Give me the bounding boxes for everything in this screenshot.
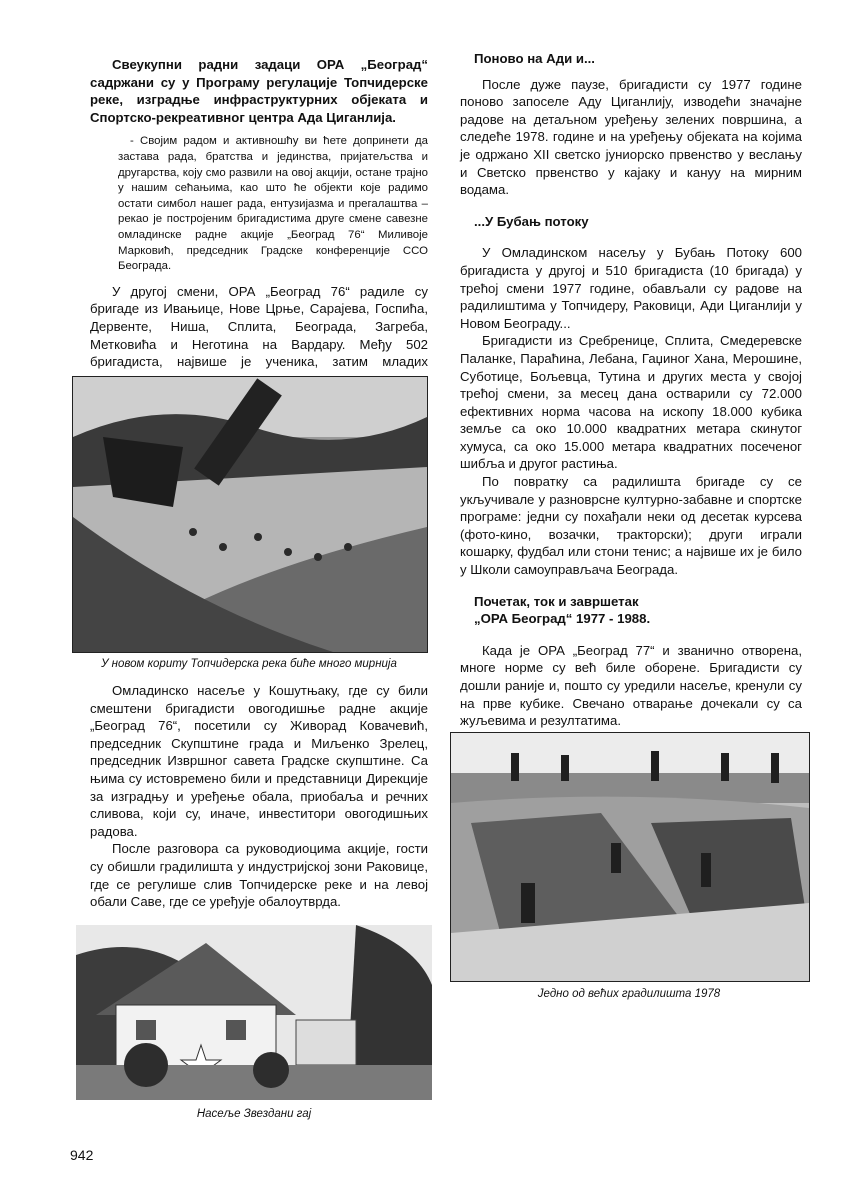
body-paragraph: После дуже паузе, бригадисти су 1977 године поново запоселе Аду Циганлију, изводећи значајне радове на детаљном уређењу зелених површина, а следеће 1978. године и на уређењу објеката на којима је одржано XII светско јуниорско првенство у веслању и Светско првенство у кајаку и кануу на мирним водама.	[460, 76, 802, 198]
section-heading: „ОРА Београд“ 1977 - 1988.	[474, 611, 651, 627]
right-column-top	[460, 50, 802, 835]
photo-caption: У новом кориту Топчидерска река биће много мирнија	[101, 658, 397, 670]
body-paragraph: У другој смени, ОРА „Београд 76“ радиле су бригаде из Ивањице, Нове Црње, Сарајева, Госпића, Дервенте, Ниша, Сплита, Београда, Загреба, Метковића и Неготина на Вардару. Међу 502 бригадиста, највише је ученика, затим младих	[90, 283, 428, 370]
section-heading: Почетак, ток и завршетак	[474, 593, 639, 609]
construction-photo-image	[451, 733, 809, 981]
section-heading: ...У Бубањ потоку	[474, 213, 589, 229]
body-paragraph: У Омладинском насељу у Бубањ Потоку 600 бригадиста у другој и 510 бригадиста (10 бригада) у трећој смени 1977 године, обављали су радове на радилиштима у Топчидеру, Раковици, Ади Циганлији у Новом Београду...	[460, 245, 802, 331]
body-paragraph: После разговора са руководиоцима акције, гости су обишли градилишта у индустријској зони Раковице, где се регулише слив Топчидерске реке и на левој обали Саве, где се уређује обалоутврда.	[90, 841, 428, 910]
photo-construction-site	[450, 732, 810, 982]
left-column-bottom	[90, 682, 428, 911]
photo-excavator-riverbed	[72, 376, 428, 653]
photo-caption: Насеље Звездани гај	[196, 1108, 312, 1120]
body-paragraph: Бригадисти из Сребренице, Сплита, Смедеревске Паланке, Параћина, Лебана, Гаџиног Хана, Мерошине, Суботице, Бољевца, Тутина и других места у својој трећој смени, за месец дана остварили су 72.000 ефективних норма часова на ископу 18.000 кубика земље са око 10.000 квадратних метара скинутог хумуса, са око 15.000 метара квадратних посеченог шибља и другог растиња.	[460, 333, 802, 472]
page-number: 942	[70, 1147, 94, 1163]
photo-settlement-house	[76, 925, 432, 1100]
photo-caption: Једно од већих градилишта 1978	[537, 988, 721, 1000]
left-column-top	[90, 56, 428, 388]
section-heading: Поново на Ади и...	[474, 51, 595, 66]
body-paragraph: По повратку са радилишта бригаде су се укључивале у разноврсне културно-забавне и спортске програме: једни су похађали неки од десетак курсева (фото-кино, возачки, тракторски); други играли кошарку, фудбал или стони тенис; а највише их је било у Школи самоуправљача Београда.	[460, 474, 802, 578]
excavator-photo-image	[73, 377, 427, 652]
house-photo-image	[76, 925, 432, 1100]
body-paragraph: Омладинско насеље у Кошутњаку, где су били смештени бригадисти овогодишње радне акције „Београд 76“, посетили су Живорад Ковачевић, председник Скупштине града и Миљенко Зрелец, председник Извршног савета Градске скупштине. Са њима су истовремено били и представници Дирекције за изградњу и уређење обала, приобаља и речних сливова, који су, иначе, инвеститори овогодишњих радова.	[90, 683, 428, 839]
quote-paragraph: - Својим радом и активношћу ви ћете допринети да застава рада, братства и јединства, пријатељства и другарства, коју смо развили на овој акцији, остане трајно у нашим сећањима, као што ће објекти које радимо остати симбол нашег рада, ентузијазма и прегалаштва – рекао је постројеним бригадистима друге смене савезне омладинске радне акције „Београд 76“ Миливоје Марковић, председник Градске конференције ССО Београда.	[118, 135, 428, 273]
intro-paragraph: Свеукупни радни задаци ОРА „Београд“ садржани су у Програму регулације Топчидерске реке, изградње инфраструктурних објеката и Спортско-рекреативног центра Ада Циганлија.	[90, 57, 428, 125]
body-paragraph: Када је ОРА „Београд 77“ и званично отворена, многе норме су већ биле оборене. Бригадисти су дошли раније и, пошто су уредили насеље, кренули су на прве кубике. Свечано отварање дочекали су са жуљевима и резултатима.	[460, 642, 802, 729]
